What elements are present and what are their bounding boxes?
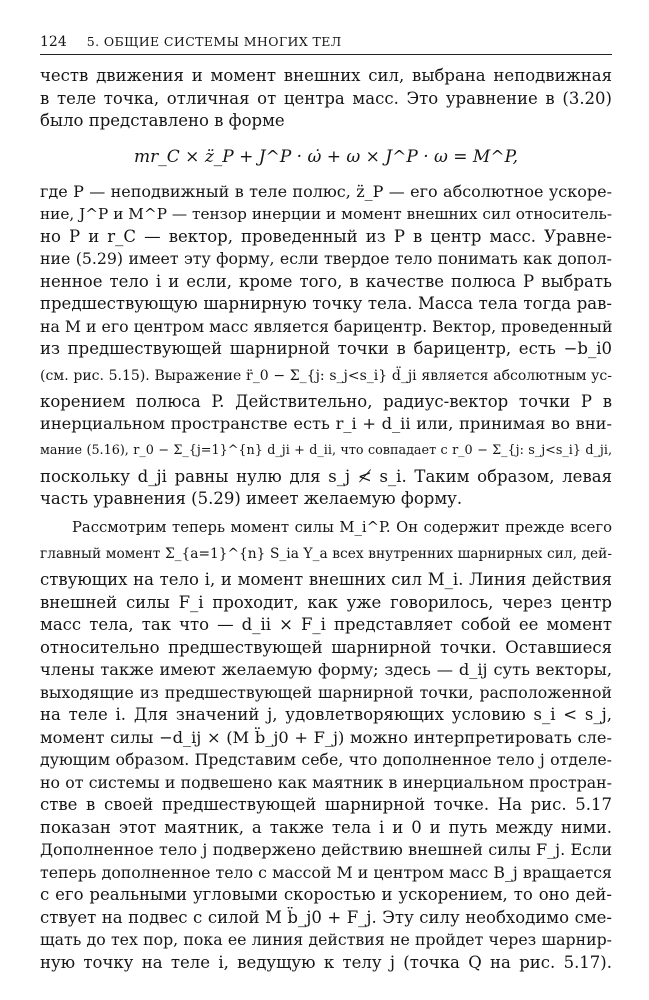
equation: mr_C × z̈_P + J^P · ω̇ + ω × J^P · ω = M^P, (134, 146, 518, 167)
text-line: масс тела, так что — d_ii × F_i представляет собой ее момент (40, 615, 612, 634)
text-line: инерциальном пространстве есть r_i + d_ii или, принимая во вни- (40, 414, 612, 433)
text-line: стве в своей предшествующей шарнирной точке. На рис. 5.17 (40, 795, 612, 814)
text-line: Дополненное тело j подвержено действию внешней силы F_j. Если (40, 840, 612, 859)
text-line: момент силы −d_ij × (M b̈_j0 + F_j) можно интерпретировать сле- (40, 727, 612, 747)
text-line: ствующих на тело i, и момент внешних сил M_i. Линия действия (40, 570, 612, 589)
text-line: мание (5.16), r_0 − Σ_{j=1}^{n} d_ji + d_ii, что совпадает с r_0 − Σ_{j: s_j<s_i} d_ji, (40, 442, 612, 458)
text-line: на теле i. Для значений j, удовлетворяющих условию s_i < s_j, (40, 705, 612, 724)
text-line: показан этот маятник, а также тела i и 0 и путь между ними. (40, 817, 612, 837)
text-line: главный момент Σ_{a=1}^{n} S_ia Y_a всех внутренних шарнирных сил, дей- (40, 546, 612, 562)
text-line: где P — неподвижный в теле полюс, z̈_P — его абсолютное ускоре- (40, 181, 612, 201)
text-line: часть уравнения (5.29) имеет желаемую форму. (40, 489, 463, 508)
text-line: внешней силы F_i проходит, как уже говорилось, через центр (40, 592, 612, 612)
text-line: ненное тело i и если, кроме того, в качестве полюса P выбрать (40, 271, 612, 291)
running-title: 5. ОБЩИЕ СИСТЕМЫ МНОГИХ ТЕЛ (86, 34, 342, 49)
text-line: предшествующую шарнирную точку тела. Масса тела тогда рав- (40, 294, 612, 313)
text-line: ствует на подвес с силой M b̈_j0 + F_j. Эту силу необходимо сме- (40, 907, 612, 927)
paragraph-2 (40, 181, 612, 511)
text-line: ние (5.29) имеет эту форму, если твердое тело понимать как допол- (40, 249, 612, 268)
text-line: но от системы и подвешено как маятник в инерциальном простран- (40, 772, 612, 792)
text-line: дующим образом. Представим себе, что дополненное тело j отделе- (40, 750, 612, 769)
text-line: щать до тех пор, пока ее линия действия не пройдет через шарнир- (40, 930, 612, 949)
text-line: на M и его центром масс является барицентр. Вектор, проведенный (40, 316, 612, 336)
text-line: Рассмотрим теперь момент силы M_i^P. Он содержит прежде всего (72, 518, 612, 536)
running-header (40, 34, 612, 55)
text-line: в теле точка, отличная от центра масс. Это уравнение в (3.20) (40, 88, 612, 108)
page-number: 124 (40, 34, 67, 50)
page-body (40, 65, 612, 974)
text-line: ную точку на теле i, ведущую к телу j (точка Q на рис. 5.17). (40, 952, 612, 972)
text-line: члены также имеют желаемую форму; здесь — d_ij суть векторы, (40, 660, 612, 679)
text-line: теперь дополненное тело с массой M и центром масс B_j вращается (40, 862, 612, 882)
paragraph-3 (40, 517, 612, 975)
paragraph-1 (40, 65, 612, 133)
book-page (40, 34, 612, 974)
text-line: было представлено в форме (40, 111, 285, 130)
text-line: честв движения и момент внешних сил, выбрана неподвижная (40, 66, 612, 85)
text-line: из предшествующей шарнирной точки в барицентр, есть −b_i0 (40, 339, 612, 358)
text-line: ние, J^P и M^P — тензор инерции и момент внешних сил относитель- (40, 205, 612, 223)
text-line: выходящие из предшествующей шарнирной точки, расположенной (40, 682, 612, 702)
text-line: (см. рис. 5.15). Выражение r̈_0 − Σ_{j: s_j<s_i} d̈_ji является абсолютным ус- (40, 367, 612, 384)
text-line: с его реальными угловыми скоростью и ускорением, то оно дей- (40, 885, 612, 904)
text-line: относительно предшествующей шарнирной точки. Оставшиеся (40, 637, 612, 657)
text-line: корением полюса P. Действительно, радиус-вектор точки P в (40, 391, 612, 411)
text-line: но P и r_C — вектор, проведенный из P в центр масс. Уравне- (40, 226, 612, 246)
text-line: поскольку d_ji равны нулю для s_j ≮ s_i. Таким образом, левая (40, 466, 612, 486)
